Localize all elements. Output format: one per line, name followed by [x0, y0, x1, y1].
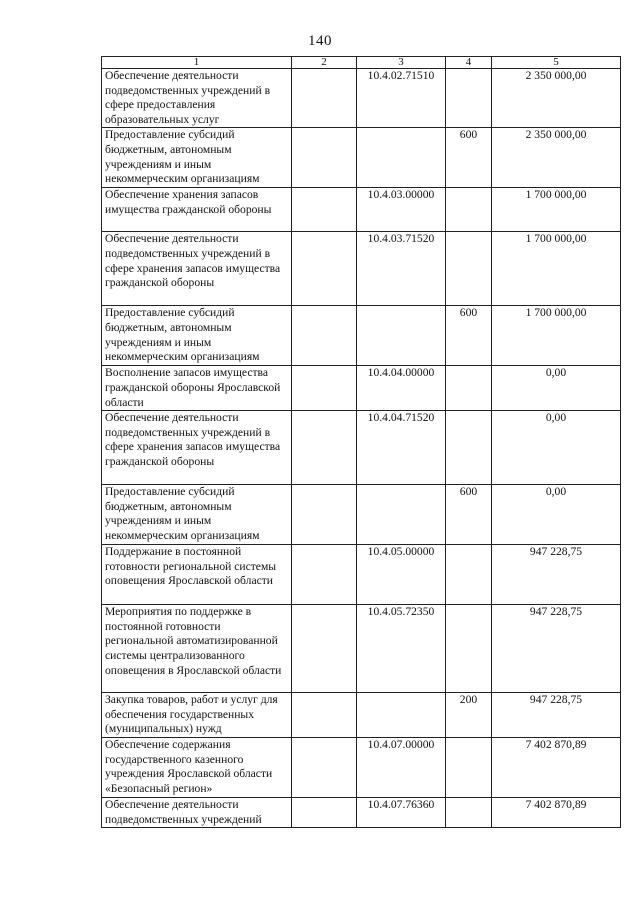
row-col2-cell — [292, 605, 357, 693]
row-col2-cell — [292, 306, 357, 366]
row-type-cell: 600 — [446, 485, 492, 545]
row-type-cell: 600 — [446, 128, 492, 188]
row-amount-cell: 0,00 — [492, 366, 621, 411]
table-row — [102, 232, 621, 306]
row-name-cell: Восполнение запасов имущества гражданской обороны Ярославской области — [102, 366, 292, 411]
row-name-cell: Обеспечение деятельности подведомственных учреждений — [102, 797, 292, 827]
row-col2-cell — [292, 737, 357, 797]
row-col2-cell — [292, 69, 357, 128]
row-name-cell: Предоставление субсидий бюджетным, автономным учреждениям и иным некоммерческим организациям — [102, 306, 292, 366]
table-row — [102, 69, 621, 128]
row-type-cell — [446, 737, 492, 797]
column-header: 3 — [357, 57, 446, 69]
row-code-cell: 10.4.03.71520 — [357, 232, 446, 306]
table-header — [102, 57, 621, 69]
table-row — [102, 545, 621, 605]
column-header: 5 — [492, 57, 621, 69]
row-code-cell: 10.4.03.00000 — [357, 188, 446, 232]
row-code-cell: 10.4.02.71510 — [357, 69, 446, 128]
page-number: 140 — [308, 33, 332, 49]
row-col2-cell — [292, 188, 357, 232]
row-col2-cell — [292, 232, 357, 306]
row-name-cell: Предоставление субсидий бюджетным, автономным учреждениям и иным некоммерческим организациям — [102, 485, 292, 545]
row-type-cell — [446, 797, 492, 827]
budget-table — [101, 56, 621, 828]
row-name-cell: Предоставление субсидий бюджетным, автономным учреждениям и иным некоммерческим организациям — [102, 128, 292, 188]
row-code-cell: 10.4.05.00000 — [357, 545, 446, 605]
row-type-cell: 200 — [446, 693, 492, 738]
row-name-cell: Обеспечение деятельности подведомственных учреждений в сфере хранения запасов имущества гражданской обороны — [102, 232, 292, 306]
row-code-cell: 10.4.04.00000 — [357, 366, 446, 411]
row-col2-cell — [292, 485, 357, 545]
row-type-cell — [446, 69, 492, 128]
row-col2-cell — [292, 693, 357, 738]
column-header: 2 — [292, 57, 357, 69]
table-row — [102, 797, 621, 827]
row-name-cell: Обеспечение содержания государственного казенного учреждения Ярославской области «Безопасный регион» — [102, 737, 292, 797]
row-name-cell: Поддержание в постоянной готовности региональной системы оповещения Ярославской области — [102, 545, 292, 605]
row-type-cell — [446, 545, 492, 605]
header-row — [102, 57, 621, 69]
row-code-cell: 10.4.07.76360 — [357, 797, 446, 827]
row-amount-cell: 0,00 — [492, 485, 621, 545]
row-amount-cell: 1 700 000,00 — [492, 188, 621, 232]
row-type-cell — [446, 411, 492, 485]
row-code-cell — [357, 128, 446, 188]
table-row — [102, 485, 621, 545]
row-amount-cell: 947 228,75 — [492, 693, 621, 738]
row-col2-cell — [292, 797, 357, 827]
table-row — [102, 693, 621, 738]
row-name-cell: Закупка товаров, работ и услуг для обеспечения государственных (муниципальных) нужд — [102, 693, 292, 738]
row-amount-cell: 1 700 000,00 — [492, 306, 621, 366]
table-row — [102, 605, 621, 693]
table-row — [102, 737, 621, 797]
row-amount-cell: 0,00 — [492, 411, 621, 485]
row-type-cell — [446, 232, 492, 306]
row-name-cell: Мероприятия по поддержке в постоянной готовности региональной автоматизированной системы централизованного оповещения в Ярославской области — [102, 605, 292, 693]
table-row — [102, 188, 621, 232]
row-amount-cell: 2 350 000,00 — [492, 128, 621, 188]
row-code-cell — [357, 485, 446, 545]
table-row — [102, 306, 621, 366]
row-name-cell: Обеспечение деятельности подведомственных учреждений в сфере хранения запасов имущества гражданской обороны — [102, 411, 292, 485]
table-body — [102, 69, 621, 828]
row-col2-cell — [292, 128, 357, 188]
row-type-cell: 600 — [446, 306, 492, 366]
row-amount-cell: 947 228,75 — [492, 545, 621, 605]
row-code-cell: 10.4.04.71520 — [357, 411, 446, 485]
table-row — [102, 411, 621, 485]
row-type-cell — [446, 605, 492, 693]
row-amount-cell: 1 700 000,00 — [492, 232, 621, 306]
row-type-cell — [446, 366, 492, 411]
row-name-cell: Обеспечение деятельности подведомственных учреждений в сфере предоставления образовательных услуг — [102, 69, 292, 128]
row-amount-cell: 947 228,75 — [492, 605, 621, 693]
row-amount-cell: 7 402 870,89 — [492, 737, 621, 797]
row-amount-cell: 7 402 870,89 — [492, 797, 621, 827]
column-header: 4 — [446, 57, 492, 69]
row-code-cell: 10.4.07.00000 — [357, 737, 446, 797]
row-type-cell — [446, 188, 492, 232]
table-row — [102, 128, 621, 188]
row-amount-cell: 2 350 000,00 — [492, 69, 621, 128]
row-code-cell — [357, 693, 446, 738]
table-row — [102, 366, 621, 411]
row-col2-cell — [292, 366, 357, 411]
row-code-cell: 10.4.05.72350 — [357, 605, 446, 693]
row-col2-cell — [292, 545, 357, 605]
row-col2-cell — [292, 411, 357, 485]
row-code-cell — [357, 306, 446, 366]
row-name-cell: Обеспечение хранения запасов имущества гражданской обороны — [102, 188, 292, 232]
column-header: 1 — [102, 57, 292, 69]
